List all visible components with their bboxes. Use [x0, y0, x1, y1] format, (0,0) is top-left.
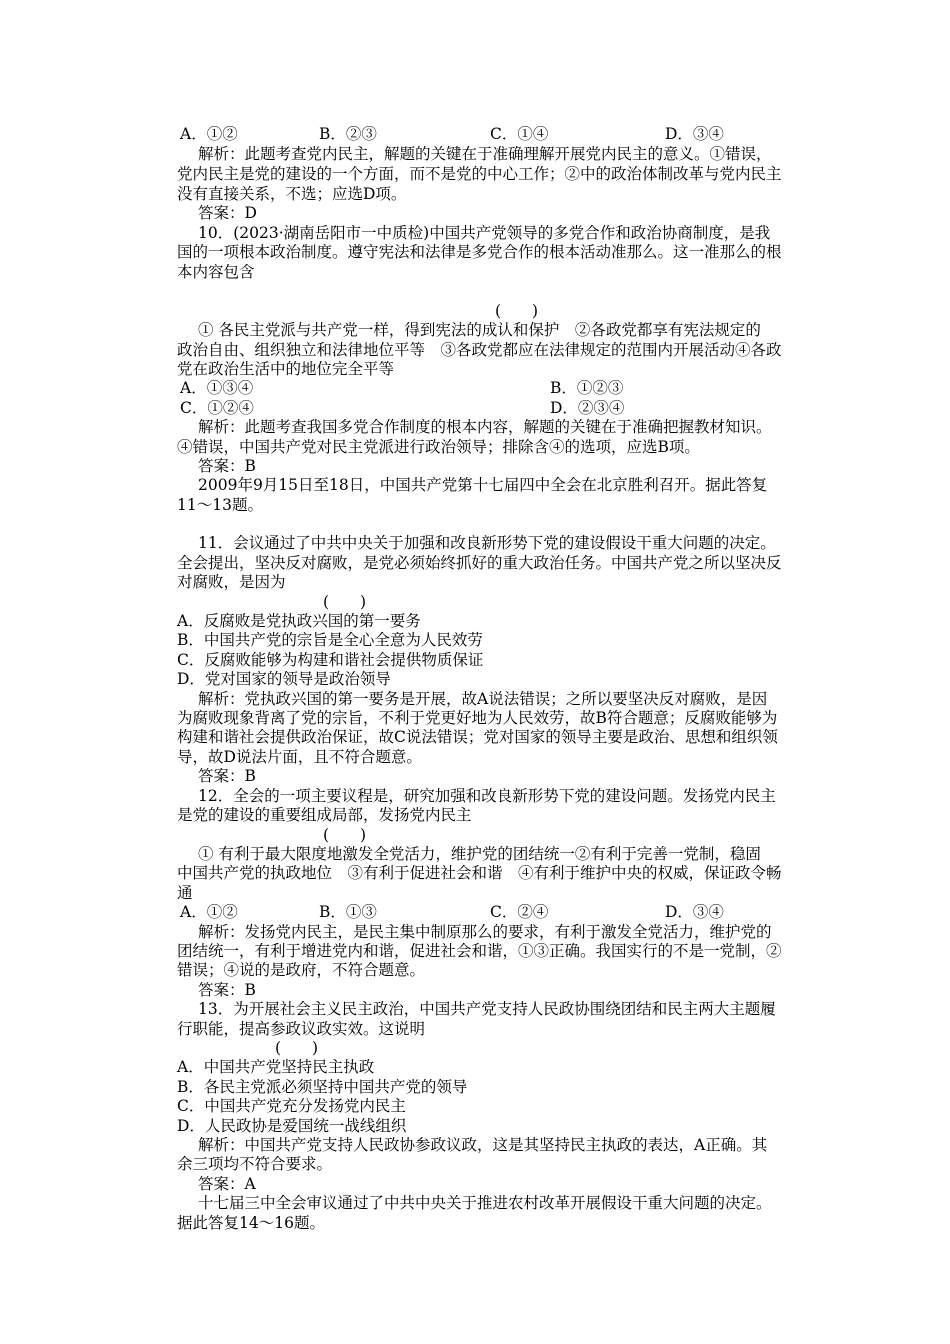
option-d: D．③④ [665, 125, 724, 143]
analysis-line: 余三项均不符合要求。 [177, 1155, 333, 1173]
option-a: A．①② [180, 903, 238, 921]
option-c: C．①④ [490, 125, 549, 143]
context-line: 十七届三中全会审议通过了中共中央关于推进农村改革开展假设干重大问题的决定。 [198, 1194, 772, 1212]
analysis-line: 构建和谐社会提供政治保证，故C说法错误；党对国家的领导主要是政治、思想和组织领 [177, 728, 778, 746]
option-b: B．各民主党派必须坚持中国共产党的领导 [177, 1078, 468, 1096]
answer-line: 答案：D [198, 204, 257, 222]
context-line: 据此答复14～16题。 [177, 1214, 325, 1232]
statement-line: 政治自由、组织独立和法律地位平等 ③各政党都应在法律规定的范围内开展活动④各政 [177, 341, 782, 359]
option-d: D．②③④ [550, 399, 625, 417]
question-13-line: 13．为开展社会主义民主政治，中国共产党支持人民政协围绕团结和民主两大主题履 [198, 1000, 776, 1018]
question-10-line: 本内容包含 [177, 263, 255, 281]
analysis-line: 没有直接关系，不选；应选D项。 [177, 185, 407, 203]
options-row-q12 [180, 902, 780, 922]
statement-line: 党在政治生活中的地位完全平等 [177, 360, 395, 378]
analysis-line: 为腐败现象背离了党的宗旨，不利于党更好地为人民效劳，故B符合题意；反腐败能够为 [177, 709, 778, 727]
option-b: B．①②③ [550, 379, 624, 397]
context-line: 11～13题。 [177, 496, 263, 514]
options-row-q9 [180, 124, 780, 144]
option-b: B．②③ [319, 125, 377, 143]
answer-line: 答案：B [198, 457, 256, 475]
question-11-line: 全会提出，坚决反对腐败，是党必须始终抓好的重大政治任务。中国共产党之所以坚决反 [177, 554, 782, 572]
question-10-line: 国的一项根本政治制度。遵守宪法和法律是多党合作的根本活动准那么。这一准那么的根 [177, 243, 782, 261]
analysis-line: 团结统一，有利于增进党内和谐，促进社会和谐，①③正确。我国实行的不是一党制，② [177, 942, 782, 960]
question-12-line: 是党的建设的重要组成局部，发扬党内民主 [177, 806, 472, 824]
question-12-line: 12．全会的一项主要议程是，研究加强和改良新形势下党的建设问题。发扬党内民主 [198, 787, 776, 805]
option-d: D．③④ [665, 903, 724, 921]
option-c: C．中国共产党充分发扬党内民主 [177, 1097, 406, 1115]
statement-line: 中国共产党的执政地位 ③有利于促进社会和谐 ④有利于维护中央的权威，保证政令畅 [177, 864, 782, 882]
answer-line: 答案：A [198, 1175, 256, 1193]
answer-line: 答案：B [198, 981, 256, 999]
analysis-line: 错误；④说的是政府，不符合题意。 [177, 961, 426, 979]
analysis-line: 解析：此题考查党内民主，解题的关键在于准确理解开展党内民主的意义。①错误， [198, 145, 772, 163]
answer-parentheses: ( ) [323, 593, 367, 611]
option-d: D．党对国家的领导是政治领导 [177, 670, 391, 688]
option-c: C．反腐败能够为构建和谐社会提供物质保证 [177, 651, 484, 669]
analysis-line: 解析：此题考查我国多党合作制度的根本内容，解题的关键在于准确把握教材知识。 [198, 418, 772, 436]
option-d: D．人民政协是爱国统一战线组织 [177, 1117, 407, 1135]
analysis-line: 解析：发扬党内民主，是民主集中制原那么的要求，有利于激发全党活力，维护党的 [198, 923, 772, 941]
analysis-line: 解析：中国共产党支持人民政协参政议政，这是其坚持民主执政的表达，A正确。其 [198, 1136, 768, 1154]
analysis-line: 解析：党执政兴国的第一要务是开展，故A说法错误；之所以要坚决反对腐败，是因 [198, 690, 768, 708]
statement-line: ① 有利于最大限度地激发全党活力，维护党的团结统一②有利于完善一党制，稳固 [198, 845, 761, 863]
statement-line: 通 [177, 884, 193, 902]
analysis-line: 导，故D说法片面，且不符合题意。 [177, 748, 422, 766]
option-a: A．中国共产党坚持民主执政 [177, 1058, 375, 1076]
analysis-line: 党内民主是党的建设的一个方面，而不是党的中心工作；②中的政治体制改革与党内民主 [177, 165, 782, 183]
answer-parentheses: ( ) [495, 302, 539, 320]
option-b: B．①③ [319, 903, 377, 921]
option-b: B．中国共产党的宗旨是全心全意为人民效劳 [177, 631, 483, 649]
question-11-line: 对腐败，是因为 [177, 573, 286, 591]
answer-parentheses: ( ) [323, 826, 367, 844]
context-line: 2009年9月15日至18日，中国共产党第十七届四中全会在北京胜利召开。据此答复 [198, 476, 768, 494]
option-a: A．①③④ [180, 379, 254, 397]
option-a: A．反腐败是党执政兴国的第一要务 [177, 612, 421, 630]
answer-line: 答案：B [198, 767, 256, 785]
question-13-line: 行职能，提高参政议政实效。这说明 [177, 1020, 426, 1038]
option-a: A．①② [180, 125, 238, 143]
question-11-line: 11．会议通过了中共中央关于加强和改良新形势下党的建设假设干重大问题的决定。 [198, 534, 776, 552]
option-c: C．①②④ [180, 399, 254, 417]
question-10-line: 10．(2023·湖南岳阳市一中质检)中国共产党领导的多党合作和政治协商制度，是我 [198, 224, 771, 242]
analysis-line: ④错误，中国共产党对民主党派进行政治领导；排除含④的选项，应选B项。 [177, 438, 700, 456]
option-c: C．②④ [490, 903, 549, 921]
answer-parentheses: ( ) [275, 1039, 319, 1057]
statement-line: ① 各民主党派与共产党一样，得到宪法的成认和保护 ②各政党都享有宪法规定的 [198, 321, 761, 339]
